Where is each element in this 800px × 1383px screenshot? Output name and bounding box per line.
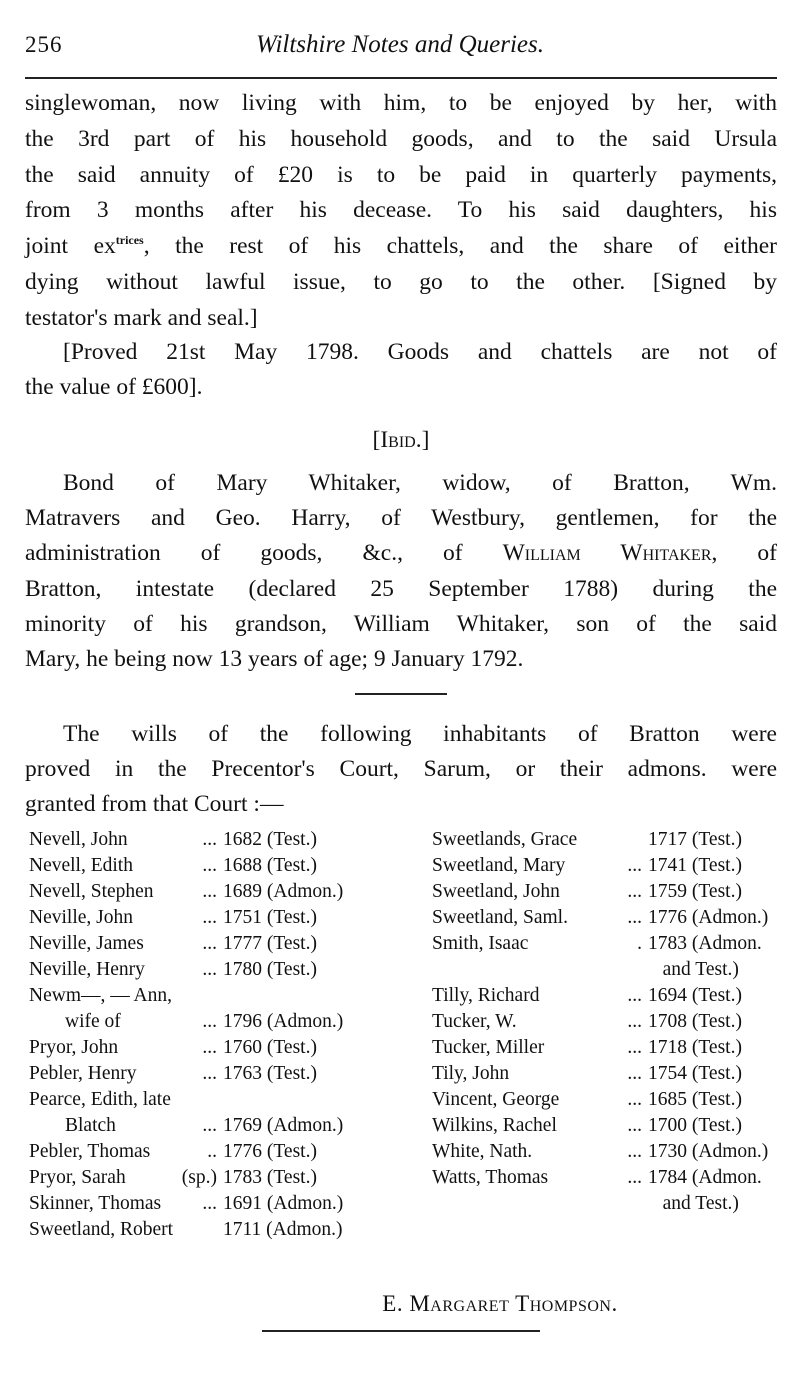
para1-line: the 3rd part of his household goods, and to the said Ursula (25, 125, 777, 152)
testator-name: White, Nath. (432, 1141, 533, 1162)
page-number: 256 (25, 32, 63, 57)
testator-name: Pryor, John (29, 1037, 119, 1058)
para4-line: granted from that Court :— (25, 791, 284, 817)
year-and-type: 1685 (Test.) (648, 1089, 742, 1110)
leader-dots: ... (627, 855, 642, 876)
year-and-type: 1694 (Test.) (648, 985, 742, 1006)
list-item (29, 1114, 343, 1138)
year-and-type: 1760 (Test.) (223, 1037, 317, 1058)
para2-line: the value of £600]. (25, 374, 203, 400)
testator-name: Sweetland, Robert (29, 1219, 174, 1240)
year-and-type: 1717 (Test.) (648, 829, 742, 850)
leader-dots: ... (627, 881, 642, 902)
leader-dots: ... (202, 881, 217, 902)
leader-dots (179, 1088, 223, 1112)
leader-dots: (sp.) (181, 1167, 217, 1188)
para3-line: minority of his grandson, William Whitaker, son of the said (25, 610, 777, 637)
list-item (29, 1140, 317, 1164)
para1-line (25, 232, 777, 260)
list-item (432, 1088, 742, 1112)
list-item (29, 1088, 223, 1112)
end-rule (262, 1330, 540, 1332)
testator-name: Tucker, Miller (432, 1037, 545, 1058)
para4-line: proved in the Precentor's Court, Sarum, or their admons. were (25, 756, 777, 782)
year-and-type: 1769 (Admon.) (223, 1115, 344, 1136)
year-and-type: 1783 (Admon. (648, 933, 762, 954)
para4-line: The wills of the following inhabitants of Bratton were (63, 721, 777, 747)
list-item (29, 854, 317, 878)
testator-name: Pebler, Thomas (29, 1141, 151, 1162)
signature: E. Margaret Thompson. (382, 1291, 618, 1316)
list-item (29, 1010, 343, 1034)
para1-line: dying without lawful issue, to go to the other. [Signed by (25, 269, 777, 295)
list-item (432, 1036, 742, 1060)
year-and-type: 1689 (Admon.) (223, 881, 344, 902)
leader-dots: .. (207, 1141, 217, 1162)
list-item (29, 1166, 317, 1190)
text-segment: , of (711, 540, 778, 567)
testator-name: Sweetlands, Grace (432, 829, 578, 850)
year-and-type: 1780 (Test.) (223, 959, 317, 980)
header-rule (25, 77, 777, 79)
year-and-type: 1691 (Admon.) (223, 1193, 344, 1214)
list-item (432, 1192, 739, 1216)
testator-name: Neville, John (29, 907, 133, 928)
list-item (432, 1062, 742, 1086)
testator-name: Pearce, Edith, late (29, 1089, 171, 1110)
para3-line: Bratton, intestate (declared 25 September 1788) during the (25, 575, 777, 602)
testator-name: Neville, James (29, 933, 144, 954)
ibid-heading: [Ibid.] (372, 427, 430, 453)
list-item (29, 1192, 343, 1216)
testator-name: Watts, Thomas (432, 1167, 549, 1188)
list-item (432, 984, 742, 1008)
testator-name: Tilly, Richard (432, 985, 540, 1006)
list-item (29, 958, 317, 982)
para3-line: Bond of Mary Whitaker, widow, of Bratton, Wm. (63, 470, 777, 496)
leader-dots: ... (627, 1141, 642, 1162)
testator-name: Sweetland, Mary (432, 855, 566, 876)
year-and-type: 1718 (Test.) (648, 1037, 742, 1058)
list-item (432, 1010, 742, 1034)
leader-dots: ... (627, 1089, 642, 1110)
year-and-type: 1776 (Admon.) (648, 907, 769, 928)
leader-dots (179, 984, 223, 1008)
testator-name: Sweetland, John (432, 881, 560, 902)
testator-name: Pryor, Sarah (29, 1167, 126, 1188)
year-and-type: and Test.) (648, 959, 739, 980)
para1-line: the said annuity of £20 is to be paid in quarterly payments, (25, 161, 777, 188)
year-and-type: 1688 (Test.) (223, 855, 317, 876)
leader-dots (592, 1192, 648, 1216)
testator-name: Neville, Henry (29, 959, 145, 980)
leader-dots (592, 958, 648, 982)
leader-dots: ... (202, 829, 217, 850)
leader-dots: ... (202, 933, 217, 954)
leader-dots: ... (202, 1037, 217, 1058)
leader-dots: ... (202, 959, 217, 980)
year-and-type: 1711 (Admon.) (223, 1219, 343, 1240)
testator-name: wife of (65, 1011, 121, 1032)
testator-name: Blatch (65, 1115, 116, 1136)
leader-dots (592, 828, 648, 852)
list-item (432, 958, 739, 982)
list-item (432, 880, 742, 904)
list-item (29, 1062, 317, 1086)
list-item (432, 1166, 762, 1190)
list-item (29, 932, 317, 956)
list-item (432, 1114, 742, 1138)
year-and-type: 1700 (Test.) (648, 1115, 742, 1136)
leader-dots: ... (202, 1115, 217, 1136)
testator-name: Tucker, W. (432, 1011, 517, 1032)
testator-name (432, 1192, 592, 1216)
leader-dots (179, 1218, 223, 1242)
para3-line: Matravers and Geo. Harry, of Westbury, gentlemen, for the (25, 505, 777, 532)
year-and-type: 1759 (Test.) (648, 881, 742, 902)
year-and-type: 1730 (Admon.) (648, 1141, 769, 1162)
testator-name: Vincent, George (432, 1089, 560, 1110)
testator-name: Newm—, — Ann, (29, 985, 172, 1006)
leader-dots: ... (627, 1037, 642, 1058)
text-segment: administration of goods, &c., of (25, 540, 503, 567)
para3-line (25, 539, 777, 567)
year-and-type: 1751 (Test.) (223, 907, 317, 928)
leader-dots: ... (627, 1011, 642, 1032)
testator-name: Nevell, John (29, 829, 128, 850)
year-and-type: 1754 (Test.) (648, 1063, 742, 1084)
list-item (29, 984, 223, 1008)
year-and-type: 1777 (Test.) (223, 933, 317, 954)
list-item (29, 1218, 343, 1242)
small-caps-name: William Whitaker (502, 540, 712, 567)
leader-dots: ... (627, 1063, 642, 1084)
leader-dots: ... (202, 1063, 217, 1084)
list-item (432, 932, 762, 956)
list-item (29, 880, 343, 904)
text-segment: joint ex (25, 233, 116, 260)
para2-line: [Proved 21st May 1798. Goods and chattels are not of (63, 339, 777, 365)
list-item (432, 906, 768, 930)
year-and-type: 1784 (Admon. (648, 1167, 762, 1188)
year-and-type: 1708 (Test.) (648, 1011, 742, 1032)
list-item (29, 906, 317, 930)
testator-name: Wilkins, Rachel (432, 1115, 557, 1136)
year-and-type: and Test.) (648, 1193, 739, 1214)
section-divider (355, 693, 447, 695)
testator-name: Smith, Isaac (432, 933, 529, 954)
list-item (432, 1140, 768, 1164)
year-and-type: 1682 (Test.) (223, 829, 317, 850)
leader-dots: ... (202, 1193, 217, 1214)
leader-dots: ... (627, 907, 642, 928)
year-and-type: 1763 (Test.) (223, 1063, 317, 1084)
leader-dots: ... (202, 855, 217, 876)
running-title: Wiltshire Notes and Queries. (256, 31, 544, 58)
para1-line: from 3 months after his decease. To his said daughters, his (25, 197, 777, 224)
leader-dots: ... (627, 1167, 642, 1188)
year-and-type: 1776 (Test.) (223, 1141, 317, 1162)
superscript: trices (115, 233, 144, 248)
year-and-type: 1741 (Test.) (648, 855, 742, 876)
year-and-type: 1783 (Test.) (223, 1167, 317, 1188)
testator-name: Pebler, Henry (29, 1063, 137, 1084)
testator-name: Nevell, Stephen (29, 881, 154, 902)
list-item (29, 828, 317, 852)
text-segment: , the rest of his chattels, and the share of either (143, 233, 777, 260)
testator-name: Nevell, Edith (29, 855, 133, 876)
leader-dots: ... (627, 1115, 642, 1136)
testator-name: Skinner, Thomas (29, 1193, 162, 1214)
testator-name: Tily, John (432, 1063, 510, 1084)
list-item (432, 828, 742, 852)
leader-dots: . (637, 933, 642, 954)
para3-line: Mary, he being now 13 years of age; 9 January 1792. (25, 646, 524, 672)
testator-name (432, 958, 592, 982)
leader-dots: ... (627, 985, 642, 1006)
para1-line: singlewoman, now living with him, to be enjoyed by her, with (25, 90, 777, 116)
testator-name: Sweetland, Saml. (432, 907, 568, 928)
leader-dots: ... (202, 907, 217, 928)
year-and-type: 1796 (Admon.) (223, 1011, 344, 1032)
para1-line: testator's mark and seal.] (25, 304, 258, 331)
list-item (29, 1036, 317, 1060)
leader-dots: ... (202, 1011, 217, 1032)
list-item (432, 854, 742, 878)
